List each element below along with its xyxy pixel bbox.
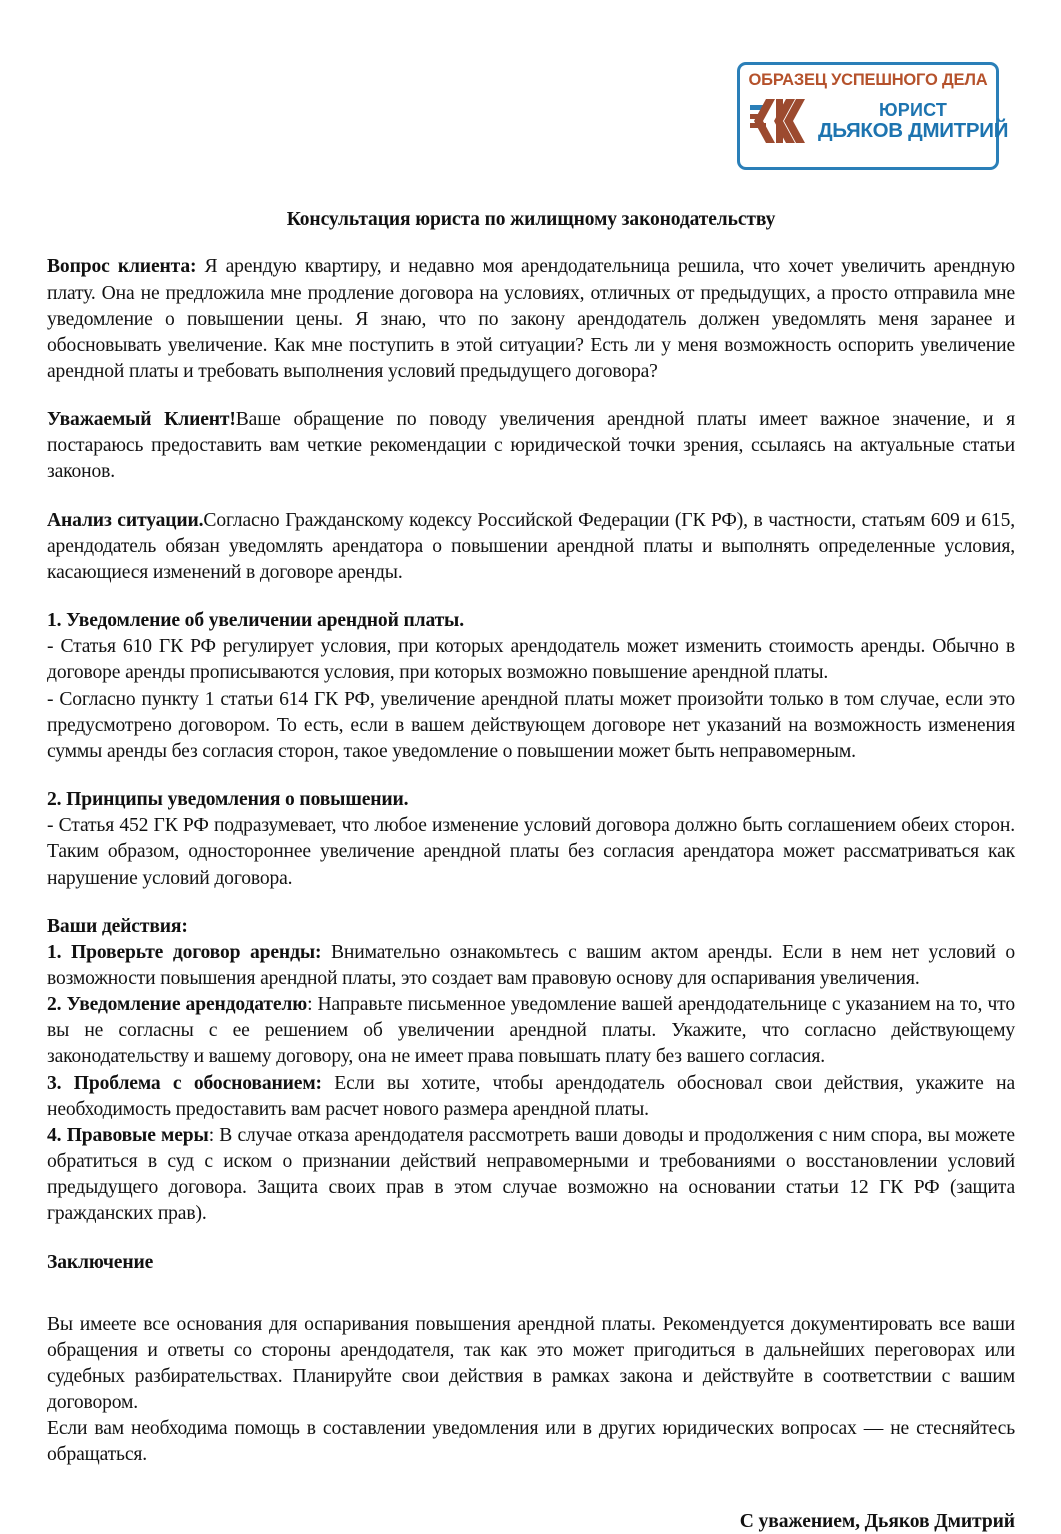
- analysis-paragraph: [47, 508, 1015, 586]
- logo-name: ДЬЯКОВ ДМИТРИЙ: [818, 118, 1009, 142]
- analysis-text: Согласно Гражданскому кодексу Российской Федерации (ГК РФ), в частности, статьям 609 и 615, арендодатель обязан уведомлять арендатора о повышении арендной платы и выполнять определенные условия, касающиеся изменений в договоре аренды.: [47, 509, 1015, 583]
- actions-heading: Ваши действия:: [47, 915, 188, 937]
- action-item-2-text: : Направьте письменное уведомление вашей арендодательнице с указанием на то, что вы не согласны с ее решением об увеличении арендной платы. Укажите, что согласно действующему законодательству и вашему договору, она не имеет права повышать плату без вашего согласия.: [47, 994, 1015, 1068]
- actions-section: [47, 914, 1015, 1228]
- section-2-heading: 2. Принципы уведомления о повышении.: [47, 789, 409, 811]
- action-item-3-text: Если вы хотите, чтобы арендодатель обосновал свои действия, укажите на необходимость предоставить вам расчет нового размера арендной платы.: [47, 1072, 1015, 1120]
- action-item-4-label: 4. Правовые меры: [47, 1124, 209, 1146]
- logo-tagline: ОБРАЗЕЦ УСПЕШНОГО ДЕЛА: [748, 71, 988, 89]
- greeting-label: Уважаемый Клиент!: [47, 409, 236, 431]
- greeting-paragraph: [47, 407, 1015, 485]
- action-item-1-label: 1. Проверьте договор аренды:: [47, 941, 322, 963]
- section-1-heading: 1. Уведомление об увеличении арендной платы.: [47, 610, 464, 632]
- action-item-4: [47, 1123, 1015, 1228]
- analysis-label: Анализ ситуации.: [47, 509, 204, 531]
- action-item-1-text: Внимательно ознакомьтесь с вашим актом аренды. Если в нем нет условий о возможности повышения арендной платы, это создает вам правовую основу для оспаривания увеличения.: [47, 941, 1016, 989]
- conclusion-paragraph-2: Если вам необходима помощь в составлении уведомления или в других юридических вопросах — не стесняйтесь обращаться.: [47, 1418, 1015, 1466]
- client-question-label: Вопрос клиента:: [47, 256, 197, 278]
- document-body: [47, 208, 1015, 1534]
- section-1-bullet-2: - Согласно пункту 1 статьи 614 ГК РФ, увеличение арендной платы может произойти только в том случае, если это предусмотрено договором. То есть, если в вашем действующем договоре нет указаний на возможность изменения суммы аренды без согласия сторон, такое уведомление о повышении может быть неправомерным.: [47, 688, 1015, 762]
- section-1: [47, 608, 1015, 765]
- action-item-2: [47, 992, 1015, 1070]
- logo-profession: ЮРИСТ: [879, 99, 948, 120]
- logo-text-block: [818, 101, 1010, 142]
- section-2-bullet-1: - Статья 452 ГК РФ подразумевает, что любое изменение условий договора должно быть соглашением обеих сторон. Таким образом, одностороннее увеличение арендной платы без согласия арендатора может рассматриваться как нарушение условий договора.: [47, 815, 1015, 889]
- page-title: Консультация юриста по жилищному законодательству: [286, 209, 776, 230]
- section-1-bullet-1: - Статья 610 ГК РФ регулирует условия, при которых арендодатель может изменить стоимость аренды. Обычно в договоре аренды прописываются условия, при которых возможно повышение арендной платы.: [47, 636, 1015, 684]
- action-item-2-label: 2. Уведомление арендодателю: [47, 994, 308, 1016]
- client-question-text: Я арендую квартиру, и недавно моя арендодательница решила, что хочет увеличить арендную плату. Она не предложила мне продление договора на условиях, отличных от предыдущих, а просто отправила мне уведомление о повышении цены. Я знаю, что по закону арендодатель должен уведомлять меня заранее и обосновывать увеличение. Как мне поступить в этой ситуации? Есть ли у меня возможность оспорить увеличение арендной платы и требовать выполнения условий предыдущего договора?: [47, 256, 1016, 382]
- action-item-3-label: 3. Проблема с обоснованием:: [47, 1072, 322, 1094]
- action-item-1: [47, 940, 1015, 992]
- section-2: [47, 787, 1015, 892]
- action-item-4-text: : В случае отказа арендодателя рассмотреть ваши доводы и продолжения с ним спора, вы можете обратиться в суд с иском о признании действий неправомерными и требованиями о восстановлении условий предыдущего договора. Защита своих прав в этом случае возможно на основании статьи 12 ГК РФ (защита гражданских прав).: [47, 1124, 1015, 1225]
- signature-line: С уважением, Дьяков Дмитрий: [739, 1510, 1015, 1532]
- logo-stamp: [737, 62, 1009, 170]
- greeting-text: Ваше обращение по поводу увеличения арендной платы имеет важное значение, и я постараюсь предоставить вам четкие рекомендации с юридической точки зрения, ссылаясь на актуальные статьи законов.: [47, 409, 1015, 483]
- conclusion-heading: Заключение: [47, 1251, 154, 1273]
- action-item-3: [47, 1071, 1015, 1123]
- client-question-paragraph: [47, 254, 1015, 385]
- conclusion-paragraph-1: Вы имеете все основания для оспаривания повышения арендной платы. Рекомендуется документировать все ваши обращения и ответы со стороны арендодателя, так как это может пригодиться в дальнейших переговорах или судебных разбирательствах. Планируйте свои действия в рамках закона и действуйте в соответствии с вашим договором.: [47, 1313, 1015, 1414]
- lawyer-monogram-icon: [750, 95, 810, 147]
- conclusion-section: [47, 1312, 1015, 1469]
- logo-body: [750, 95, 1009, 147]
